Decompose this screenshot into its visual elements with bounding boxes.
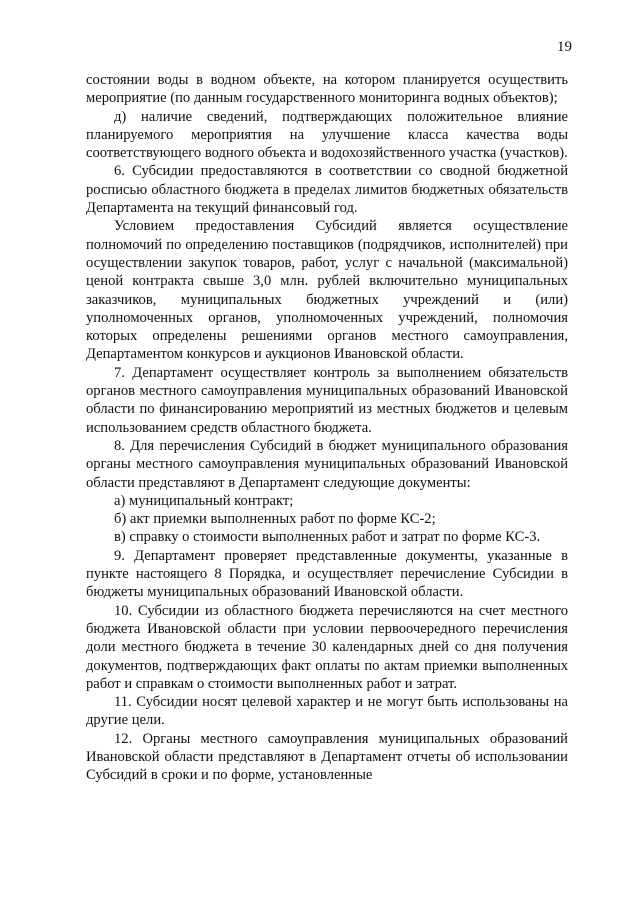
paragraph: 11. Субсидии носят целевой характер и не могут быть использованы на другие цели.: [86, 694, 568, 729]
list-item-paragraph: б) акт приемки выполненных работ по форме КС-2;: [114, 511, 436, 528]
paragraph: 6. Субсидии предоставляются в соответствии со сводной бюджетной росписью областного бюджета в пределах лимитов бюджетных обязательств Департамента на текущий финансовый год.: [86, 163, 568, 217]
paragraph: Условием предоставления Субсидий является осуществление полномочий по определению поставщиков (подрядчиков, исполнителей) при осуществлении закупок товаров, работ, услуг с начальной (максимальной) ценой контракта свыше 3,0 млн. рублей включительно муниципальных заказчиков, муниципальных бюджетных учреждений и (или) уполномоченных органов, уполномоченных учреждений, полномочия которых определены решениями органов местного самоуправления, Департаментом конкурсов и аукционов Ивановской области.: [86, 218, 568, 363]
list-item-paragraph: в) справку о стоимости выполненных работ и затрат по форме КС-3.: [114, 529, 541, 546]
paragraph: д) наличие сведений, подтверждающих положительное влияние планируемого мероприятия на улучшение класса качества воды соответствующего водного объекта и водохозяйственного участка (участков).: [86, 108, 568, 162]
list-item-paragraph: а) муниципальный контракт;: [114, 492, 294, 509]
paragraph: 8. Для перечисления Субсидий в бюджет муниципального образования органы местного самоуправления муниципальных образований Ивановской области представляют в Департамент следующие документы:: [86, 437, 568, 491]
paragraph: 10. Субсидии из областного бюджета перечисляются на счет местного бюджета Ивановской области при условии первоочередного перечисления доли местного бюджета в течение 30 календарных дней со дня получения документов, подтверждающих факт оплаты по актам приемки выполненных работ и справкам о стоимости выполненных работ и затрат.: [86, 602, 568, 692]
paragraph: 12. Органы местного самоуправления муниципальных образований Ивановской области представляют в Департамент отчеты об использовании Субсидий в сроки и по форме, установленные: [86, 730, 568, 784]
paragraph: 7. Департамент осуществляет контроль за выполнением обязательств органов местного самоуправления муниципальных образований Ивановской области по финансированию мероприятий из местных бюджетов и целевым использованием средств областного бюджета.: [86, 364, 568, 436]
paragraph: состоянии воды в водном объекте, на котором планируется осуществить мероприятие (по данным государственного мониторинга водных объектов);: [86, 72, 568, 107]
page-number: 19: [557, 39, 572, 55]
document-body: [86, 71, 568, 785]
paragraph: 9. Департамент проверяет представленные документы, указанные в пункте настоящего 8 Порядка, и осуществляет перечисление Субсидии в бюджеты муниципальных образований Ивановской области.: [86, 547, 568, 601]
